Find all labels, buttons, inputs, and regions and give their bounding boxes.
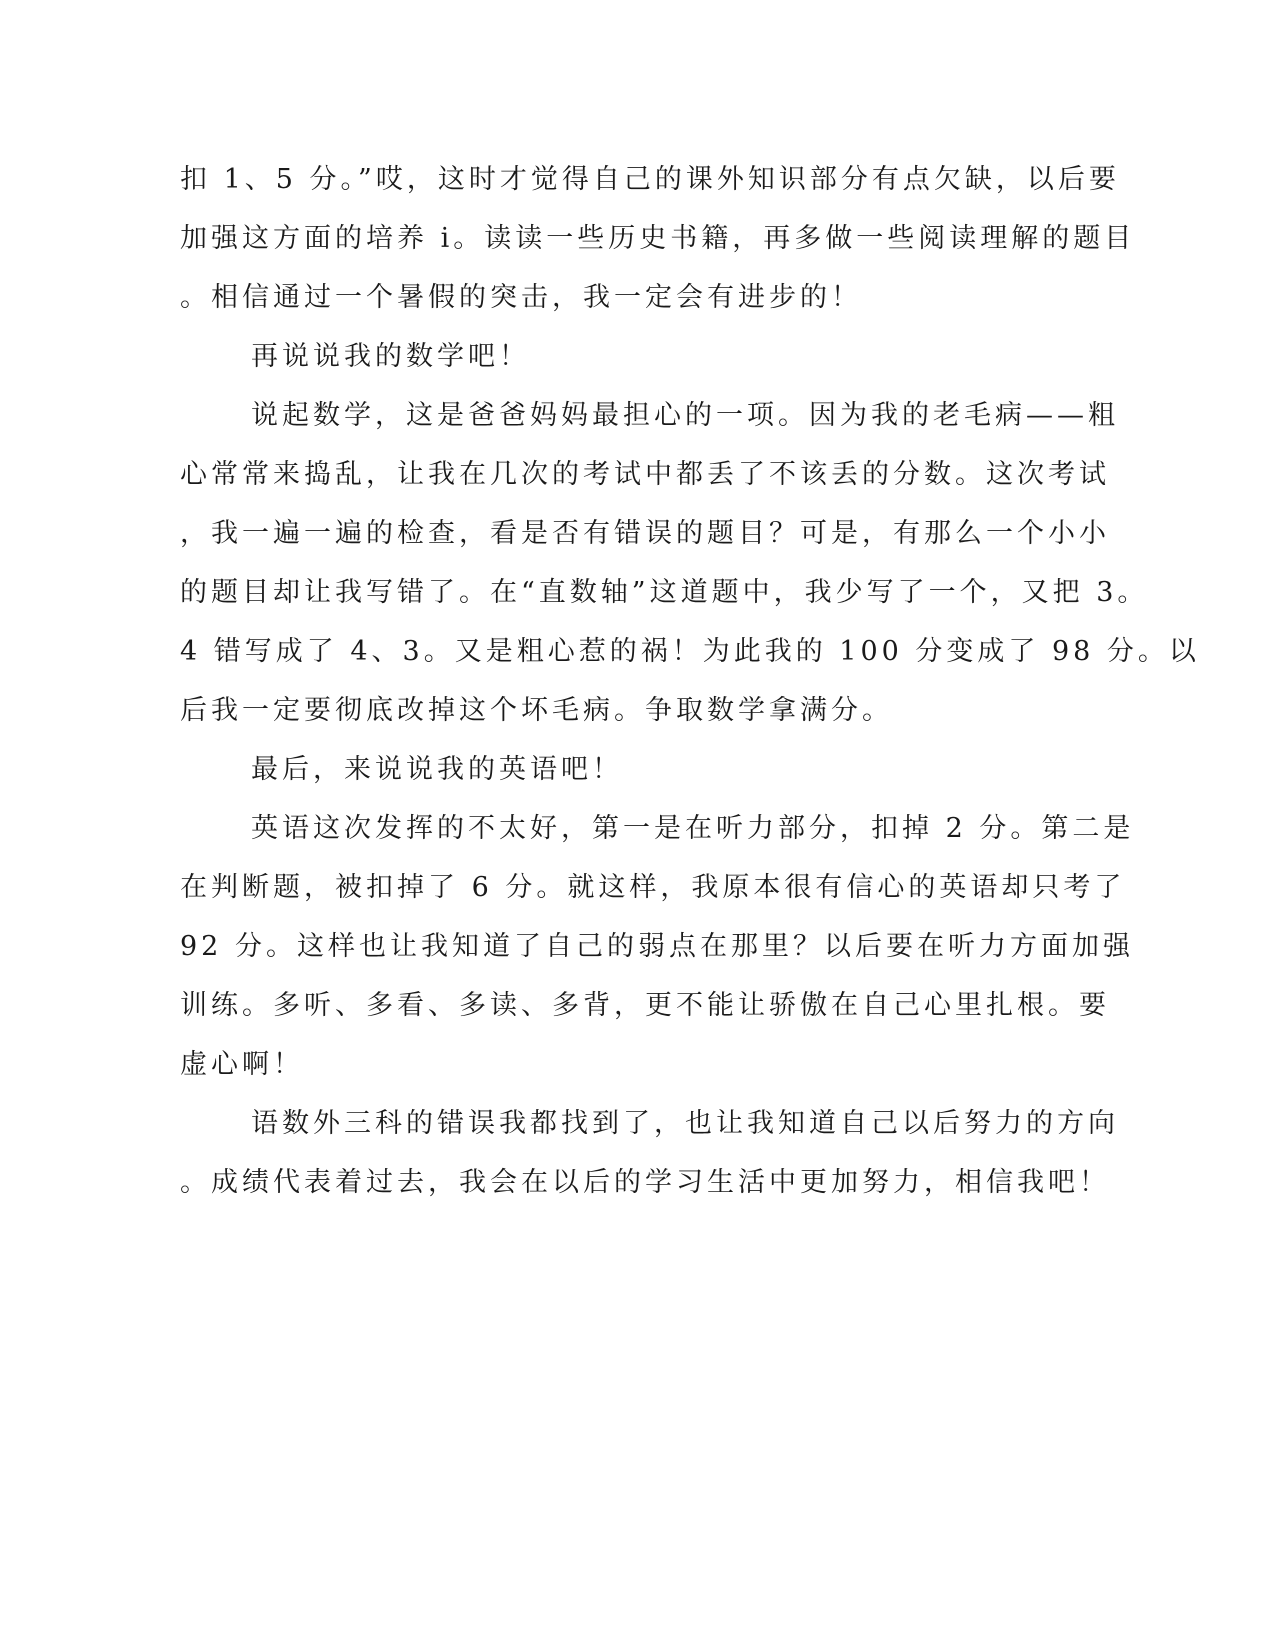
section-heading-math: 再说说我的数学吧！ (251, 341, 530, 372)
text-line: 心常常来捣乱，让我在几次的考试中都丢了不该丢的分数。这次考试 (180, 459, 1110, 490)
text-line: 训练。多听、多看、多读、多背，更不能让骄傲在自己心里扎根。要 (180, 990, 1110, 1021)
text-line: 虚心啊！ (180, 1049, 304, 1080)
text-line: ，我一遍一遍的检查，看是否有错误的题目？可是，有那么一个小小 (180, 518, 1110, 549)
text-line: 说起数学，这是爸爸妈妈最担心的一项。因为我的老毛病——粗 (251, 400, 1119, 431)
text-line: 后我一定要彻底改掉这个坏毛病。争取数学拿满分。 (180, 695, 893, 726)
text-line: 在判断题，被扣掉了 6 分。就这样，我原本很有信心的英语却只考了 (180, 872, 1126, 903)
text-line: 92 分。这样也让我知道了自己的弱点在那里？以后要在听力方面加强 (180, 931, 1134, 962)
section-heading-english: 最后，来说说我的英语吧！ (251, 754, 623, 785)
text-line: 。相信通过一个暑假的突击，我一定会有进步的！ (180, 282, 862, 313)
text-line: 。成绩代表着过去，我会在以后的学习生活中更加努力，相信我吧！ (180, 1167, 1110, 1198)
text-line: 扣 1、5 分。”哎，这时才觉得自己的课外知识部分有点欠缺，以后要 (180, 164, 1120, 195)
text-line: 英语这次发挥的不太好，第一是在听力部分，扣掉 2 分。第二是 (251, 813, 1135, 844)
text-line: 语数外三科的错误我都找到了，也让我知道自己以后努力的方向 (251, 1108, 1119, 1139)
text-line: 4 错写成了 4、3。又是粗心惹的祸！为此我的 100 分变成了 98 分。以 (180, 636, 1200, 667)
text-line: 加强这方面的培养 i。读读一些历史书籍，再多做一些阅读理解的题目 (180, 223, 1136, 254)
text-line: 的题目却让我写错了。在“直数轴”这道题中，我少写了一个，又把 3。 (180, 577, 1149, 608)
